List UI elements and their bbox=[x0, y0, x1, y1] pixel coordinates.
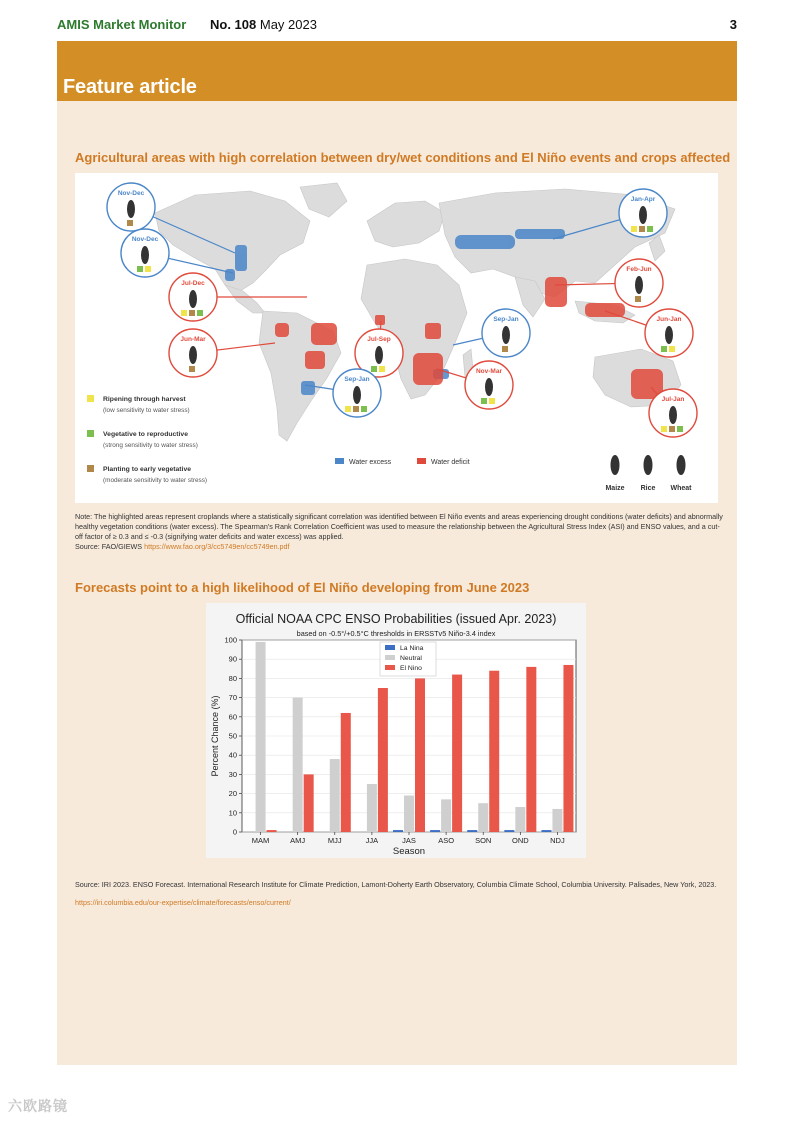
y-tick-label: 50 bbox=[228, 731, 237, 741]
issue-number: No. 108 bbox=[210, 17, 257, 32]
phase-square bbox=[661, 346, 667, 352]
callout-label: Jul-Jan bbox=[661, 396, 685, 403]
bar-neutral bbox=[441, 799, 451, 832]
enso-source-text: Source: IRI 2023. ENSO Forecast. International Research Institute for Climate Prediction, Lamont-Doherty Earth Observatory, Columbia Climate School, Columbia University. Palisades, New York, 2023. bbox=[75, 880, 717, 889]
y-tick-label: 10 bbox=[228, 808, 237, 818]
phase-legend-swatch bbox=[87, 395, 94, 402]
phase-legend-label: Ripening through harvest bbox=[103, 396, 186, 403]
phase-square bbox=[677, 426, 683, 432]
callout-label: Nov-Dec bbox=[117, 190, 145, 197]
crop-legend-glyph bbox=[611, 455, 620, 475]
bar-el-nino bbox=[267, 830, 277, 832]
phase-square bbox=[189, 310, 195, 316]
phase-square bbox=[145, 266, 151, 272]
callout-label: Jan-Apr bbox=[630, 196, 656, 203]
bar-la-nina bbox=[541, 830, 551, 832]
crop-legend-glyph bbox=[677, 455, 686, 475]
bar-el-nino bbox=[489, 671, 499, 832]
crop-glyph bbox=[141, 246, 149, 264]
y-tick-label: 80 bbox=[228, 673, 237, 683]
callout-label: Jun-Mar bbox=[180, 336, 206, 343]
phase-square bbox=[361, 406, 367, 412]
phase-square bbox=[661, 426, 667, 432]
bar-el-nino bbox=[415, 678, 425, 832]
enso-chart-svg bbox=[206, 603, 586, 858]
publication-name: AMIS Market Monitor bbox=[57, 17, 187, 32]
phase-legend-label: Vegetative to reproductive bbox=[103, 431, 188, 438]
bar-el-nino bbox=[526, 667, 536, 832]
callout-label: Jul-Dec bbox=[181, 280, 205, 287]
y-tick-label: 40 bbox=[228, 750, 237, 760]
feature-banner bbox=[57, 41, 737, 101]
callout-label: Sep-Jan bbox=[344, 376, 370, 383]
phase-square bbox=[639, 226, 645, 232]
phase-square bbox=[379, 366, 385, 372]
chart-subtitle: based on -0.5°/+0.5°C thresholds in ERSSTv5 Niño-3.4 index bbox=[296, 629, 496, 638]
bar-el-nino bbox=[304, 774, 314, 832]
phase-square bbox=[631, 226, 637, 232]
chart-title: Official NOAA CPC ENSO Probabilities (issued Apr. 2023) bbox=[235, 612, 557, 626]
water-legend-swatch bbox=[335, 458, 344, 464]
phase-square bbox=[181, 310, 187, 316]
bar-la-nina bbox=[393, 830, 403, 832]
bar-neutral bbox=[478, 803, 488, 832]
crop-glyph bbox=[639, 206, 647, 224]
phase-legend-sub: (moderate sensitivity to water stress) bbox=[103, 477, 208, 484]
y-tick-label: 90 bbox=[228, 654, 237, 664]
crop-glyph bbox=[665, 326, 673, 344]
bar-neutral bbox=[330, 759, 340, 832]
crop-glyph bbox=[127, 200, 135, 218]
bar-el-nino bbox=[452, 675, 462, 832]
crop-glyph bbox=[669, 406, 677, 424]
crop-legend-label: Maize bbox=[605, 485, 625, 492]
map-note bbox=[75, 512, 723, 552]
crop-glyph bbox=[502, 326, 510, 344]
phase-square bbox=[353, 406, 359, 412]
phase-legend-sub: (low sensitivity to water stress) bbox=[103, 407, 190, 414]
callout-label: Nov-Mar bbox=[475, 368, 503, 375]
bar-el-nino bbox=[378, 688, 388, 832]
y-axis-label: Percent Chance (%) bbox=[210, 695, 220, 777]
y-tick-label: 20 bbox=[228, 789, 237, 799]
crop-legend-glyph bbox=[644, 455, 653, 475]
water-legend-swatch bbox=[417, 458, 426, 464]
map-source-label: Source: FAO/GIEWS bbox=[75, 542, 143, 551]
callout-label: Jul-Sep bbox=[367, 336, 391, 343]
bar-la-nina bbox=[430, 830, 440, 832]
crop-legend-label: Rice bbox=[640, 485, 656, 492]
banner-title: Feature article bbox=[63, 76, 197, 98]
enso-chart bbox=[206, 603, 586, 858]
bar-la-nina bbox=[504, 830, 514, 832]
x-tick-label: MAM bbox=[251, 836, 270, 845]
water-legend bbox=[335, 458, 470, 466]
legend-label: La Nina bbox=[400, 645, 424, 652]
y-tick-label: 0 bbox=[232, 827, 237, 837]
phase-square bbox=[669, 426, 675, 432]
bar-neutral bbox=[367, 784, 377, 832]
running-header bbox=[57, 17, 737, 35]
y-tick-label: 70 bbox=[228, 693, 237, 703]
europe bbox=[367, 201, 445, 247]
map-figure-title: Agricultural areas with high correlation between dry/wet conditions and El Niño events and crops affected bbox=[75, 150, 731, 165]
phase-square bbox=[635, 296, 641, 302]
bar-neutral bbox=[293, 698, 303, 832]
phase-square bbox=[502, 346, 508, 352]
world-map bbox=[75, 173, 718, 503]
watermark: 六欧路镜 bbox=[8, 1098, 68, 1114]
bar-neutral bbox=[404, 796, 414, 832]
bar-la-nina bbox=[467, 830, 477, 832]
note-text: Note: The highlighted areas represent croplands where a statistically significant correlation was identified between El Niño events and areas experiencing drought conditions (water deficits) and abnormally healthy vegetation conditions (water excess). The Spearman's Rank Correlation Coefficient was used to measure the relationship between the Agricultural Stress Index (ASI) and ENSO values, and a cut-off factor of ≥ 0.3 and ≤ -0.3 (signifying water deficits and water excess) was applied. bbox=[75, 512, 723, 541]
y-tick-label: 100 bbox=[224, 635, 237, 645]
crop-glyph bbox=[485, 378, 493, 396]
phase-square bbox=[371, 366, 377, 372]
legend-label: El Nino bbox=[400, 665, 422, 672]
page-number: 3 bbox=[729, 17, 737, 32]
bar-el-nino bbox=[563, 665, 573, 832]
x-tick-label: NDJ bbox=[550, 836, 565, 845]
phase-legend-swatch bbox=[87, 465, 94, 472]
bar-el-nino bbox=[341, 713, 351, 832]
water-legend-label: Water excess bbox=[349, 459, 392, 466]
legend-label: Neutral bbox=[400, 655, 422, 662]
crop-glyph bbox=[189, 290, 197, 308]
phase-square bbox=[197, 310, 203, 316]
legend-swatch bbox=[385, 665, 395, 670]
phase-square bbox=[647, 226, 653, 232]
phase-legend-sub: (strong sensitivity to water stress) bbox=[103, 442, 198, 449]
callout-label: Jun-Jan bbox=[656, 316, 682, 323]
world-map-figure bbox=[75, 173, 718, 503]
phase-square bbox=[669, 346, 675, 352]
greenland bbox=[300, 183, 347, 217]
callout-label: Nov-Dec bbox=[131, 236, 159, 243]
crop-legend-label: Wheat bbox=[670, 485, 692, 492]
crop-legend bbox=[605, 455, 692, 492]
crop-glyph bbox=[189, 346, 197, 364]
callout-label: Sep-Jan bbox=[493, 316, 519, 323]
x-tick-label: AMJ bbox=[290, 836, 306, 845]
x-tick-label: JAS bbox=[402, 836, 416, 845]
phase-legend-label: Planting to early vegetative bbox=[103, 466, 192, 473]
x-tick-label: OND bbox=[511, 836, 529, 845]
enso-source bbox=[75, 876, 725, 912]
phase-square bbox=[137, 266, 143, 272]
crop-glyph bbox=[353, 386, 361, 404]
legend-swatch bbox=[385, 655, 395, 660]
issue-info bbox=[210, 17, 317, 32]
crop-phase-legend bbox=[87, 395, 207, 484]
bar-neutral bbox=[256, 642, 266, 832]
enso-figure-title: Forecasts point to a high likelihood of El Niño developing from June 2023 bbox=[75, 580, 530, 595]
bar-neutral bbox=[552, 809, 562, 832]
legend-swatch bbox=[385, 645, 395, 650]
x-tick-label: SON bbox=[475, 836, 492, 845]
phase-legend-swatch bbox=[87, 430, 94, 437]
issue-date: May 2023 bbox=[259, 17, 317, 32]
map-source-link[interactable]: https://www.fao.org/3/cc5749en/cc5749en.pdf bbox=[144, 542, 290, 551]
y-tick-label: 30 bbox=[228, 769, 237, 779]
x-axis-label: Season bbox=[392, 846, 426, 857]
x-tick-label: MJJ bbox=[327, 836, 342, 845]
callout-label: Feb-Jun bbox=[626, 266, 652, 273]
x-tick-label: JJA bbox=[365, 836, 379, 845]
phase-square bbox=[189, 366, 195, 372]
phase-square bbox=[127, 220, 133, 226]
phase-square bbox=[489, 398, 495, 404]
bar-neutral bbox=[515, 807, 525, 832]
water-legend-label: Water deficit bbox=[431, 459, 470, 466]
x-tick-label: ASO bbox=[438, 836, 455, 845]
central-america bbox=[225, 285, 265, 313]
crop-glyph bbox=[635, 276, 643, 294]
enso-source-link[interactable]: https://iri.columbia.edu/our-expertise/climate/forecasts/enso/current/ bbox=[75, 898, 291, 907]
phase-square bbox=[345, 406, 351, 412]
phase-square bbox=[481, 398, 487, 404]
chart-legend bbox=[380, 642, 436, 676]
y-tick-label: 60 bbox=[228, 712, 237, 722]
crop-glyph bbox=[375, 346, 383, 364]
